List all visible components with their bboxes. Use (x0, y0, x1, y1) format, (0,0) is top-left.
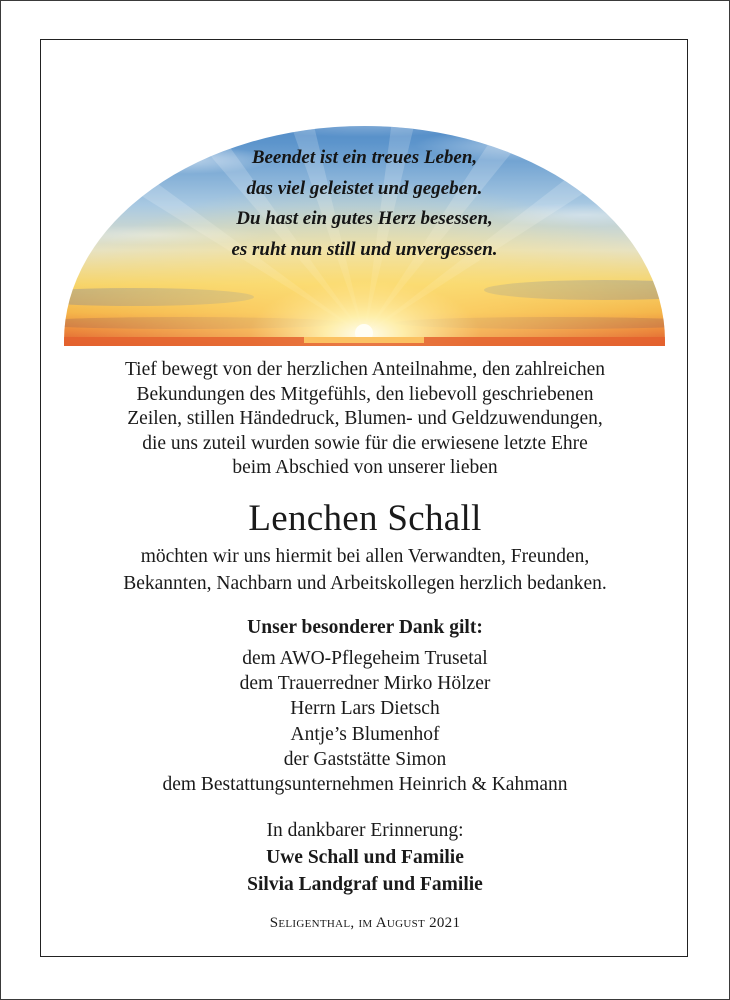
family-signatures (41, 844, 689, 898)
list-item: dem Trauerredner Mirko Hölzer (239, 673, 491, 695)
list-item: der Gaststätte Simon (283, 748, 447, 770)
thanks-line: möchten wir uns hiermit bei allen Verwandten, Freunden, (140, 546, 590, 567)
poem-line: Beendet ist ein treues Leben, (251, 147, 478, 168)
intro-line: Bekundungen des Mitgefühls, den liebevoll geschriebenen (136, 383, 594, 405)
intro-line: Tief bewegt von der herzlichen Anteilnahme, den zahlreichen (124, 359, 606, 380)
obituary-card (40, 39, 688, 957)
list-item: Antje’s Blumenhof (290, 723, 440, 745)
thanks-paragraph (41, 543, 689, 597)
special-thanks-list (41, 646, 689, 797)
place-date: Seligenthal, im August 2021 (269, 915, 461, 931)
poem (64, 143, 665, 265)
poem-line: es ruht nun still und unvergessen. (231, 238, 498, 260)
intro-paragraph (41, 358, 689, 481)
intro-line: beim Abschied von unserer lieben (232, 457, 498, 478)
intro-line: die uns zuteil wurden sowie für die erwiesene letzte Ehre (142, 432, 588, 454)
thanks-line: Bekannten, Nachbarn und Arbeitskollegen herzlich bedanken. (123, 573, 607, 594)
list-item: dem Bestattungsunternehmen Heinrich & Kahmann (162, 774, 568, 796)
poem-line: Du hast ein gutes Herz besessen, (236, 208, 493, 229)
family-name: Uwe Schall und Familie (266, 847, 464, 868)
special-thanks-heading: Unser besonderer Dank gilt: (247, 617, 483, 638)
family-name: Silvia Landgraf und Familie (247, 874, 483, 895)
list-item: dem AWO-Pflegeheim Trusetal (242, 648, 488, 669)
poem-line: das viel geleistet und gegeben. (246, 177, 483, 199)
deceased-name: Lenchen Schall (248, 498, 482, 539)
intro-line: Zeilen, stillen Händedruck, Blumen- und Geldzuwendungen, (127, 408, 603, 429)
list-item: Herrn Lars Dietsch (290, 698, 440, 720)
memory-intro: In dankbarer Erinnerung: (266, 820, 464, 841)
